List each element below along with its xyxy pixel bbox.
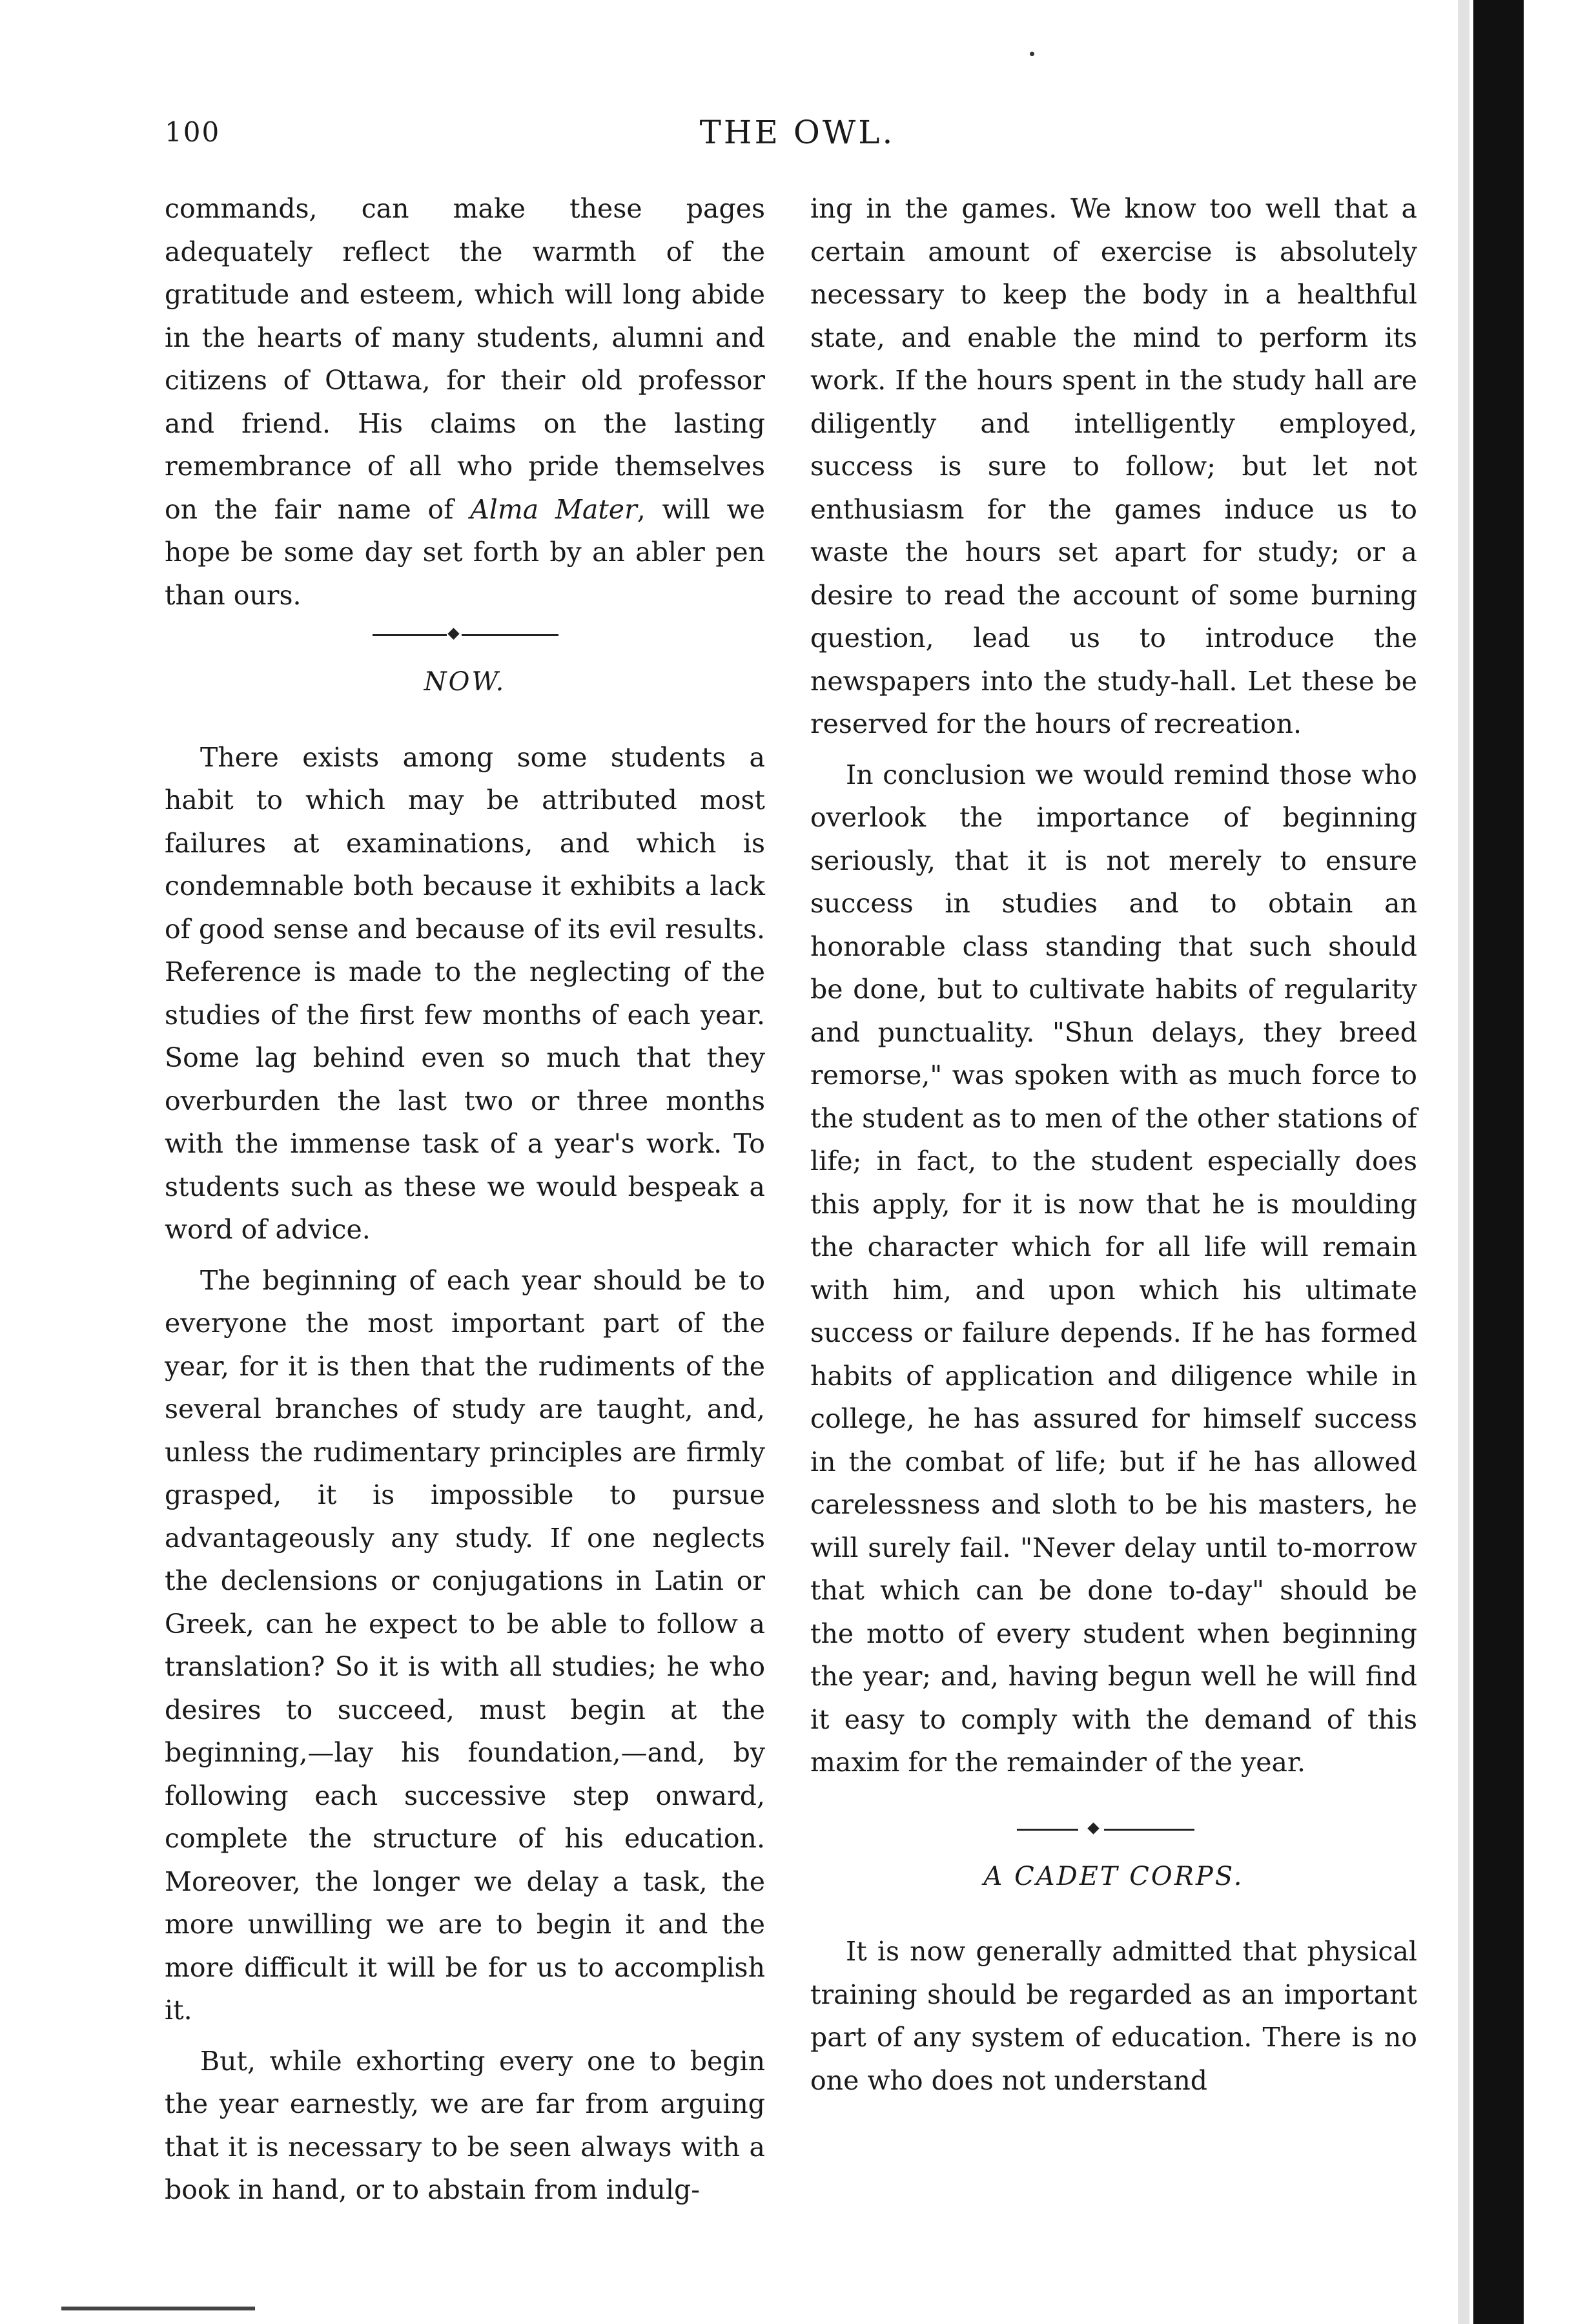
section-divider-cadet	[810, 1816, 1417, 1842]
binding-edge	[1473, 0, 1524, 2324]
left-p1-text-a: commands, can make these pages adequately reflect the warmth of the gratitude and esteem, which will long abide in the hearts of many students, alumni and citizens of Ottawa, for their old professor and friend. His claims on the lasting remembrance of all who pride themselves on the fair name of	[165, 193, 765, 525]
left-paragraph-3: The beginning of each year should be to everyone the most important part of the year, for it is then that the rudiments of the several branches of study are taught, and, unless the rudimentary principles are firmly grasped, it is impossible to pursue advantageously any study. If one neglects the declensions or conjugations in Latin or Greek, can he expect to be able to follow a translation? So it is with all studies; he who desires to succeed, must begin at the beginning,—lay his foundation,—and, by following each successive step onward, complete the structure of his education. Moreover, the longer we delay a task, the more unwilling we are to begin it and the more difficult it will be for us to accomplish it.	[165, 1264, 765, 2026]
heading-now: NOW.	[424, 667, 506, 697]
right-paragraph-2: In conclusion we would remind those who overlook the importance of beginning seriously, that it is not merely to ensure success in studies and to obtain an honorable class standing that such should be done, but to cultivate habits of regularity and punctuality. "Shun delays, they breed remorse," was spoken with as much force to the student as to men of the other stations of life; in fact, to the student especially does this apply, for it is now that he is moulding the character which for all life will remain with him, and upon which his ultimate success or failure depends. If he has formed habits of application and diligence while in college, he has assured for himself success in the combat of life; but if he has allowed carelessness and sloth to be his masters, he will surely fail. "Never delay until to-morrow that which can be done to-day" should be the motto of every student when beginning the year; and, having begun well he will find it easy to comply with the demand of this maxim for the remainder of the year.	[810, 759, 1417, 1778]
left-paragraph-1	[165, 187, 765, 617]
scan-speck	[1030, 52, 1034, 56]
page-number: 100	[165, 116, 221, 148]
heading-cadet-corps: A CADET CORPS.	[983, 1861, 1244, 1891]
page-edge-strip	[1458, 0, 1469, 2324]
right-paragraph-3: It is now generally admitted that physical training should be regarded as an important part of any system of education. There is no one who does not understand	[810, 1936, 1417, 2096]
journal-title: THE OWL.	[699, 114, 895, 151]
scan-artifact-mark	[61, 2307, 255, 2310]
section-divider-now	[165, 622, 765, 648]
left-paragraph-2: There exists among some students a habit to which may be attributed most failures at examinations, and which is condemnable both because it exhibits a lack of good sense and because of its evil results. Reference is made to the neglecting of the studies of the first few months of each year. Some lag behind even so much that they overburden the last two or three months with the immense task of a year's work. To students such as these we would bespeak a word of advice.	[165, 741, 765, 1245]
alma-mater-italic: Alma Mater	[470, 493, 637, 525]
left-paragraph-4: But, while exhorting every one to begin the year earnestly, we are far from arguing that it is necessary to be seen always with a book in hand, or to abstain from indulg-	[165, 2045, 765, 2205]
page-header	[165, 110, 1430, 161]
right-paragraph-1: ing in the games. We know too well that a certain amount of exercise is absolutely necessary to keep the body in a healthful state, and enable the mind to perform its work. If the hours spent in the study hall are diligently and intelligently employed, success is sure to follow; but let not enthusiasm for the games induce us to waste the hours set apart for study; or a desire to read the account of some burning question, lead us to introduce the newspapers into the study-hall. Let these be reserved for the hours of recreation.	[810, 193, 1417, 739]
right-column	[810, 187, 1417, 2102]
left-p1-text-b: , will we hope be some day set forth by an abler pen than ours.	[165, 493, 765, 611]
left-column	[165, 187, 765, 2212]
